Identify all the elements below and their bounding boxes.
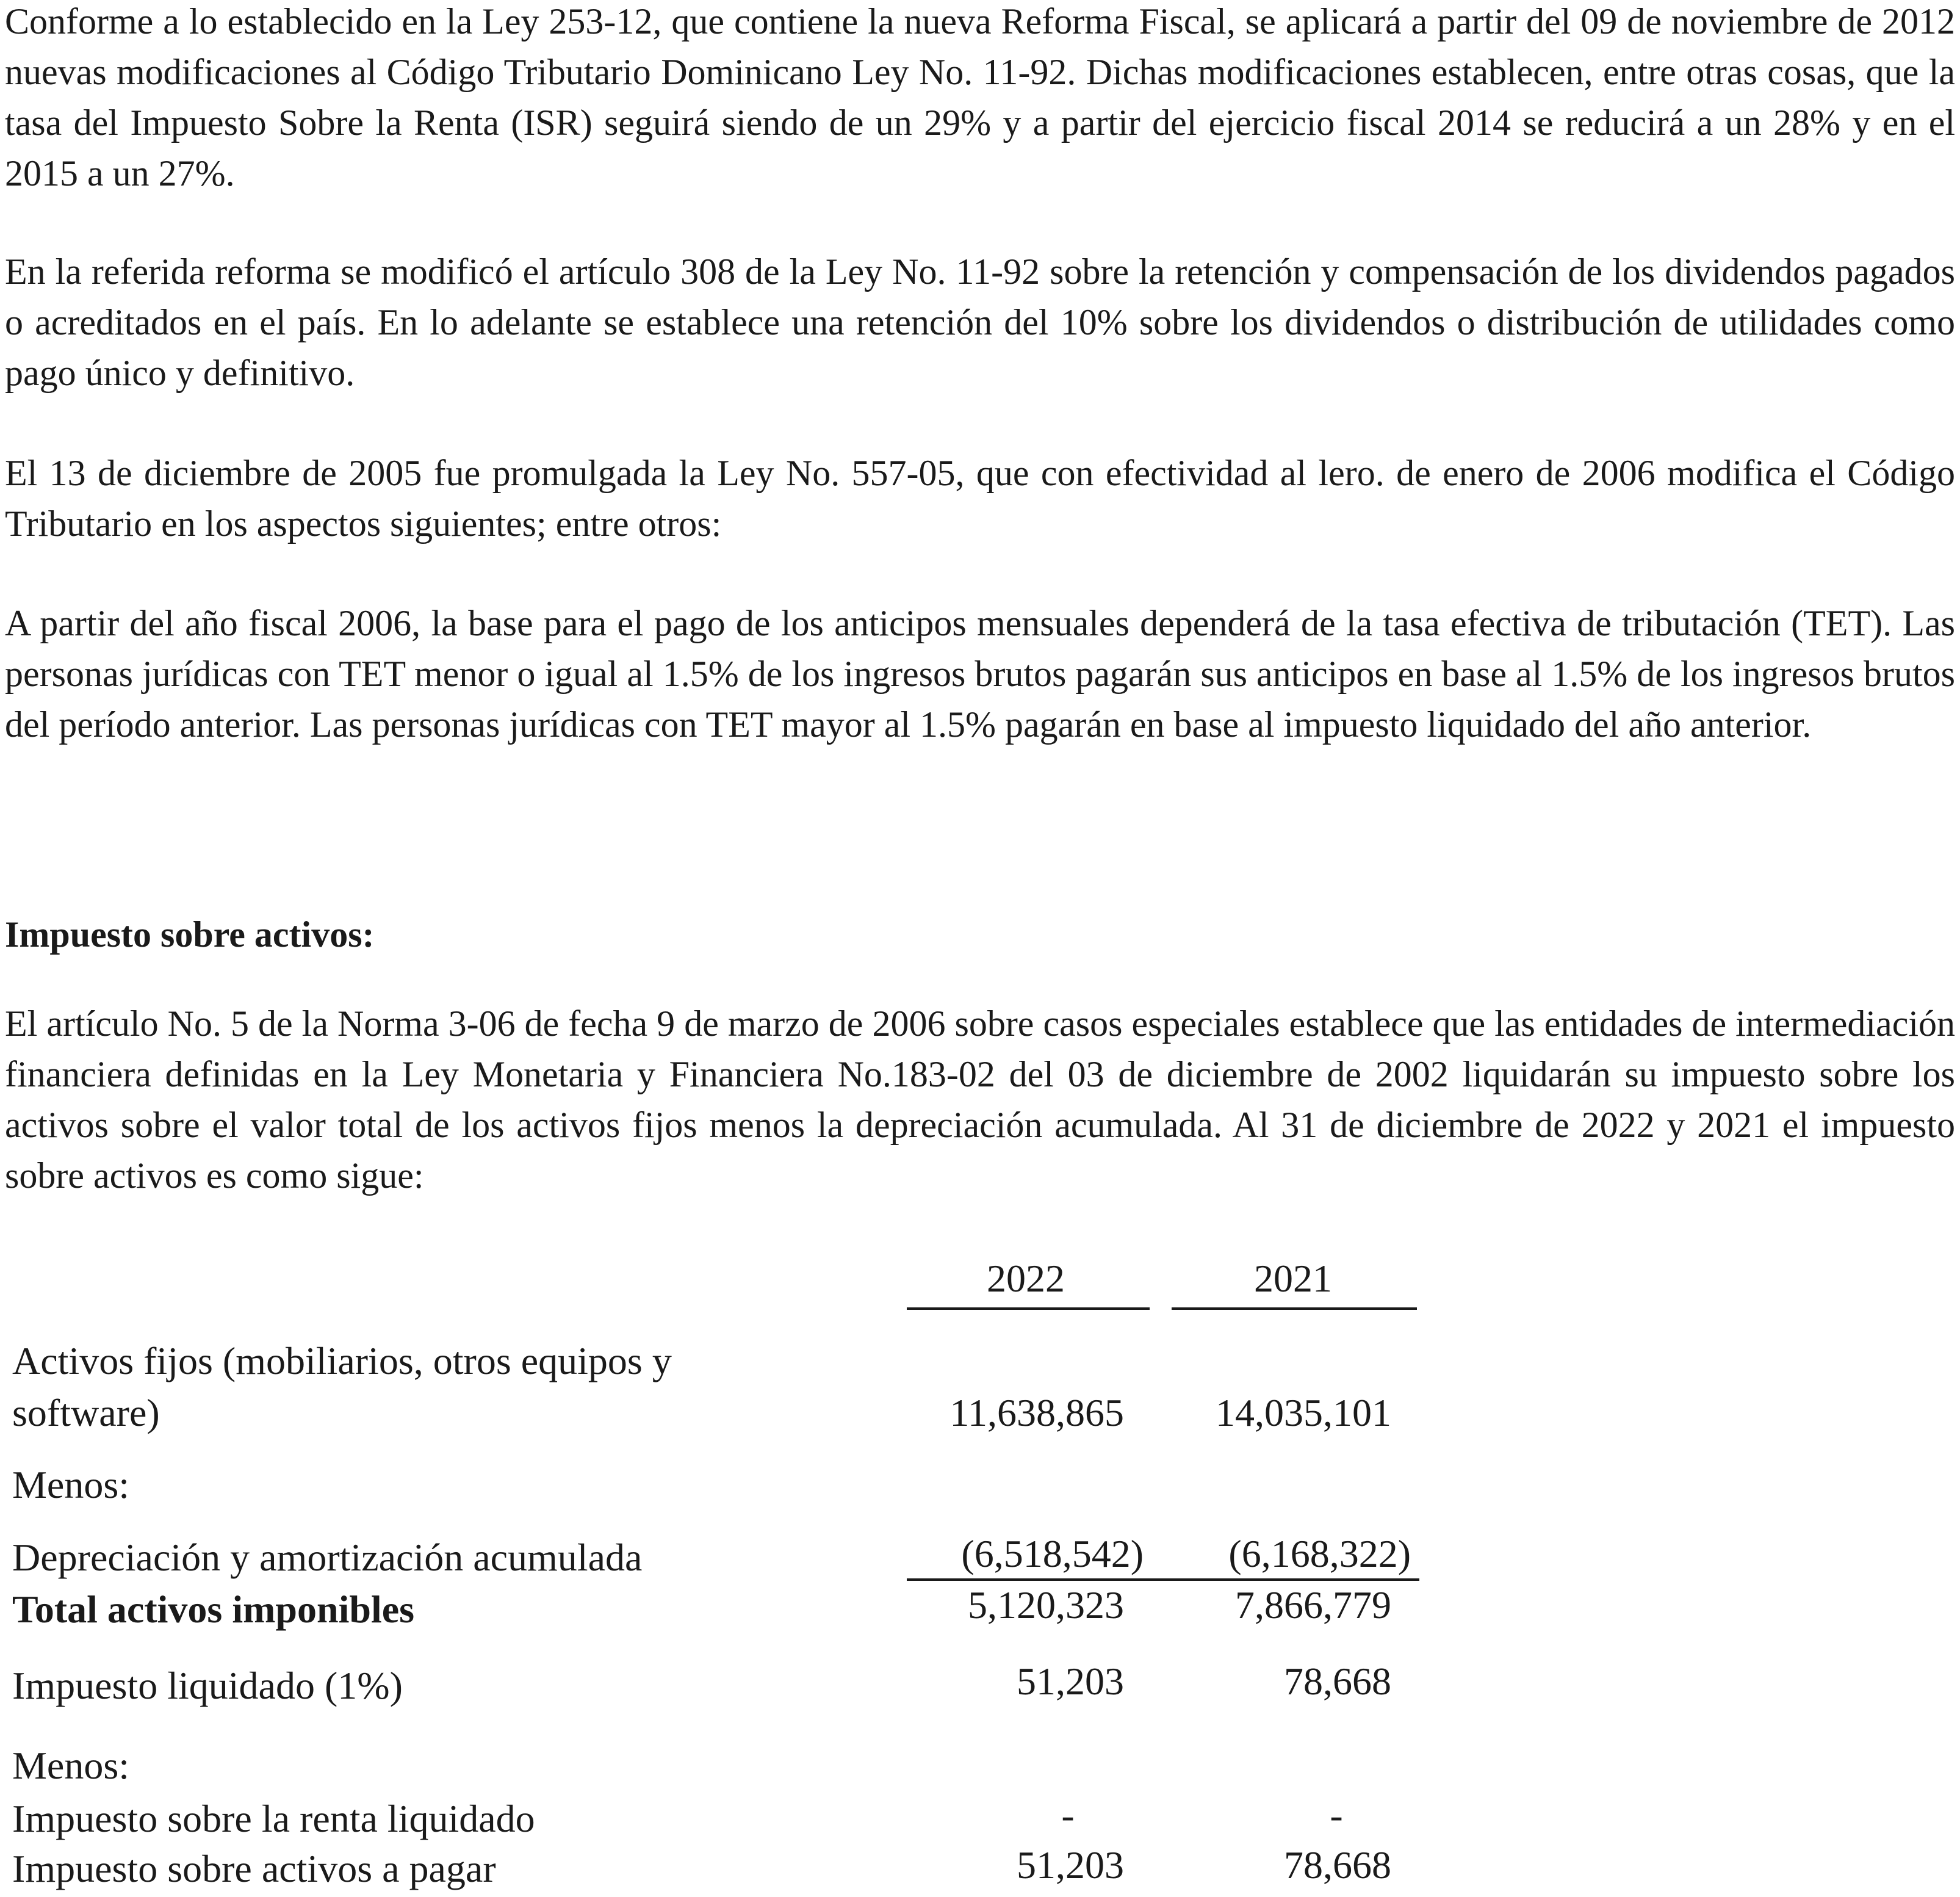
paragraph-anticipos: A partir del año fiscal 2006, la base para el pago de los anticipos mensuales dependerá de la tasa efectiva de tributación (TET). Las personas jurídicas con TET menor o igual al 1.5% de los ingresos brutos pagarán sus anticipos en base al 1.5% de los ingresos brutos del período anterior. Las personas jurídicas con TET mayor al 1.5% pagarán en base al impuesto liquidado del año anterior. xyxy=(5,603,1955,745)
cell-a-pagar-2022: 51,203 xyxy=(1017,1843,1124,1887)
row-label-total-activos: Total activos imponibles xyxy=(12,1588,415,1631)
row-label-depreciacion: Depreciación y amortización acumulada xyxy=(12,1536,643,1579)
row-label-impuesto-liquidado: Impuesto liquidado (1%) xyxy=(12,1664,403,1707)
cell-depreciacion-2022: (6,518,542) xyxy=(961,1532,1144,1575)
paragraph-dividendos: En la referida reforma se modificó el artículo 308 de la Ley No. 11-92 sobre la retención y compensación de los dividendos pagados o acreditados en el país. En lo adelante se establece una retención del 10% sobre los dividendos o distribución de utilidades como pago único y definitivo. xyxy=(5,251,1955,393)
cell-impuesto-liquidado-2022: 51,203 xyxy=(1017,1660,1124,1703)
header-underline-2022 xyxy=(907,1307,1150,1310)
row-label-activos-a-pagar: Impuesto sobre activos a pagar xyxy=(12,1847,496,1890)
column-header-2022: 2022 xyxy=(987,1257,1065,1300)
column-header-2021: 2021 xyxy=(1254,1257,1332,1300)
row-label-isr-liquidado: Impuesto sobre la renta liquidado xyxy=(12,1797,535,1840)
header-underline-2021 xyxy=(1172,1307,1417,1310)
section-heading-impuesto-activos: Impuesto sobre activos: xyxy=(5,914,375,955)
row-label-activos-fijos-cont: software) xyxy=(12,1391,160,1434)
cell-total-2022: 5,120,323 xyxy=(968,1583,1124,1627)
cell-depreciacion-2021: (6,168,322) xyxy=(1228,1532,1411,1575)
cell-isr-liquidado-2021: - xyxy=(1330,1793,1343,1837)
row-label-menos-2: Menos: xyxy=(12,1744,129,1787)
paragraph-ley-557-05: El 13 de diciembre de 2005 fue promulgada la Ley No. 557-05, que con efectividad al lero. de enero de 2006 modifica el Código Tributario en los aspectos siguientes; entre otros: xyxy=(5,453,1955,544)
row-label-menos: Menos: xyxy=(12,1463,129,1506)
row-label-activos-fijos: Activos fijos (mobiliarios, otros equipos y xyxy=(12,1339,672,1382)
paragraph-norma-3-06: El artículo No. 5 de la Norma 3-06 de fecha 9 de marzo de 2006 sobre casos especiales establece que las entidades de intermediación financiera definidas en la Ley Monetaria y Financiera No.183-02 del 03 de diciembre de 2002 liquidarán su impuesto sobre los activos sobre el valor total de los activos fijos menos la depreciación acumulada. Al 31 de diciembre de 2022 y 2021 el impuesto sobre activos es como sigue: xyxy=(5,1003,1955,1196)
cell-total-2021: 7,866,779 xyxy=(1235,1583,1391,1627)
cell-a-pagar-2021: 78,668 xyxy=(1284,1843,1391,1887)
cell-activos-2022: 11,638,865 xyxy=(949,1391,1124,1434)
cell-impuesto-liquidado-2021: 78,668 xyxy=(1284,1660,1391,1703)
cell-isr-liquidado-2022: - xyxy=(1061,1793,1075,1837)
paragraph-reforma-fiscal: Conforme a lo establecido en la Ley 253-12, que contiene la nueva Reforma Fiscal, se aplicará a partir del 09 de noviembre de 2012 nuevas modificaciones al Código Tributario Dominicano Ley No. 11-92. Dichas modificaciones establecen, entre otras cosas, que la tasa del Impuesto Sobre la Renta (ISR) seguirá siendo de un 29% y a partir del ejercicio fiscal 2014 se reducirá a un 28% y en el 2015 a un 27%. xyxy=(5,1,1955,193)
cell-activos-2021: 14,035,101 xyxy=(1216,1391,1391,1434)
